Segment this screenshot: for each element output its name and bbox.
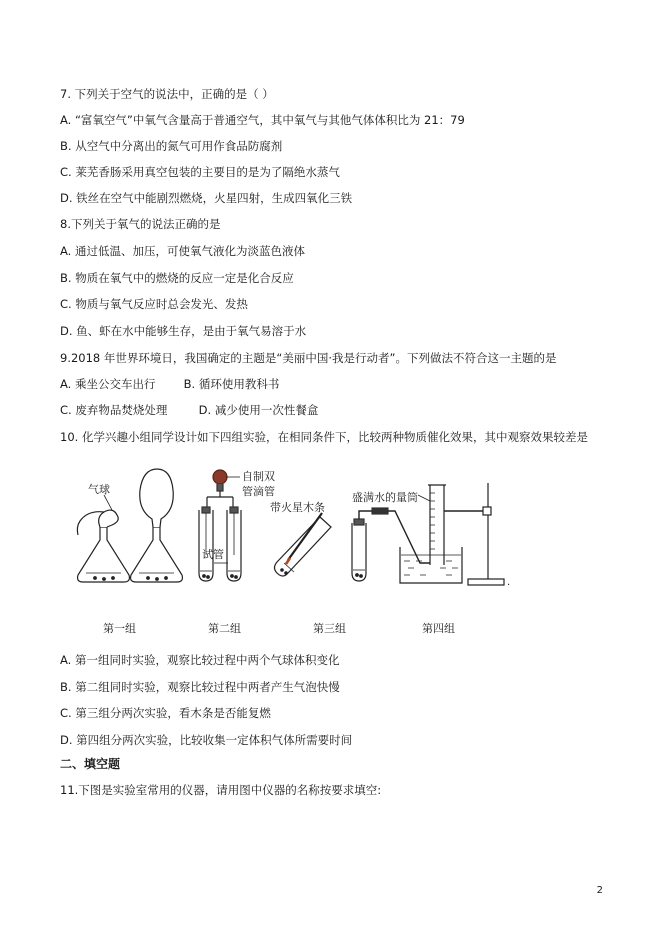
group1-apparatus [77, 469, 182, 582]
balloon-label: 气球 [88, 483, 110, 496]
q10-stem: 10. 化学兴趣小组同学设计如下四组实验，在相同条件下，比较两种物质催化效果，其中观察效果较差是 [60, 430, 588, 444]
q9-options-row2 [60, 402, 318, 418]
group2-apparatus [199, 469, 275, 581]
q10-option-a: A. 第一组同时实验，观察比较过程中两个气球体积变化 [60, 653, 340, 667]
dropper-label-line1: 自制双 [242, 470, 275, 483]
q9-option-d: D. 减少使用一次性餐盒 [198, 403, 319, 417]
q7-option-c: C. 莱芜香肠采用真空包装的主要目的是为了隔绝水蒸气 [60, 165, 340, 179]
q8-option-d: D. 鱼、虾在水中能够生存，是由于氧气易溶于水 [60, 324, 307, 338]
q9-option-a: A. 乘坐公交车出行 [60, 377, 156, 391]
q9-options-row1 [60, 376, 279, 392]
page-number: 2 [596, 885, 603, 896]
q9-stem: 9.2018 年世界环境日，我国确定的主题是“美丽中国·我是行动者”。下列做法不符合这一主题的是 [60, 351, 557, 365]
group-label-4: 第四组 [422, 622, 455, 635]
group-label-3: 第三组 [313, 622, 346, 635]
q8-stem: 8.下列关于氧气的说法正确的是 [60, 217, 221, 231]
q7-option-b: B. 从空气中分离出的氮气可用作食品防腐剂 [60, 139, 283, 153]
cylinder-label: 盛满水的量筒 [352, 491, 418, 504]
tube-label: 试管 [202, 548, 224, 561]
section-title-fill-in: 二、填空题 [60, 757, 121, 771]
group-label-1: 第一组 [103, 622, 136, 635]
q7-stem: 7. 下列关于空气的说法中，正确的是（ ） [60, 87, 274, 101]
splint-label: 带火星木条 [270, 501, 325, 514]
q8-option-a: A. 通过低温、加压，可使氧气液化为淡蓝色液体 [60, 244, 305, 258]
group-label-2: 第二组 [208, 622, 241, 635]
stray-dot: . [507, 577, 511, 588]
q7-option-d: D. 铁丝在空气中能剧烈燃烧，火星四射，生成四氧化三铁 [60, 191, 353, 205]
q8-option-c: C. 物质与氧气反应时总会发光、发热 [60, 297, 248, 311]
experiment-figure [0, 455, 661, 635]
q7-option-a: A. “富氧空气”中氧气含量高于普通空气，其中氧气与其他气体体积比为 21：79 [60, 113, 465, 127]
q9-option-b: B. 循环使用教科书 [183, 377, 280, 391]
q8-option-b: B. 物质在氧气中的燃烧的反应一定是化合反应 [60, 271, 294, 285]
q9-option-c: C. 废弃物品焚烧处理 [60, 403, 168, 417]
q10-option-b: B. 第二组同时实验，观察比较过程中两者产生气泡快慢 [60, 680, 340, 694]
group3-apparatus [270, 500, 331, 576]
q11-stem: 11.下图是实验室常用的仪器，请用图中仪器的名称按要求填空: [60, 783, 382, 797]
dropper-label-line2: 管滴管 [242, 485, 275, 498]
q10-option-d: D. 第四组分两次实验，比较收集一定体积气体所需要时间 [60, 733, 353, 747]
q10-option-c: C. 第三组分两次实验，看木条是否能复燃 [60, 706, 271, 720]
group4-apparatus [352, 483, 510, 588]
